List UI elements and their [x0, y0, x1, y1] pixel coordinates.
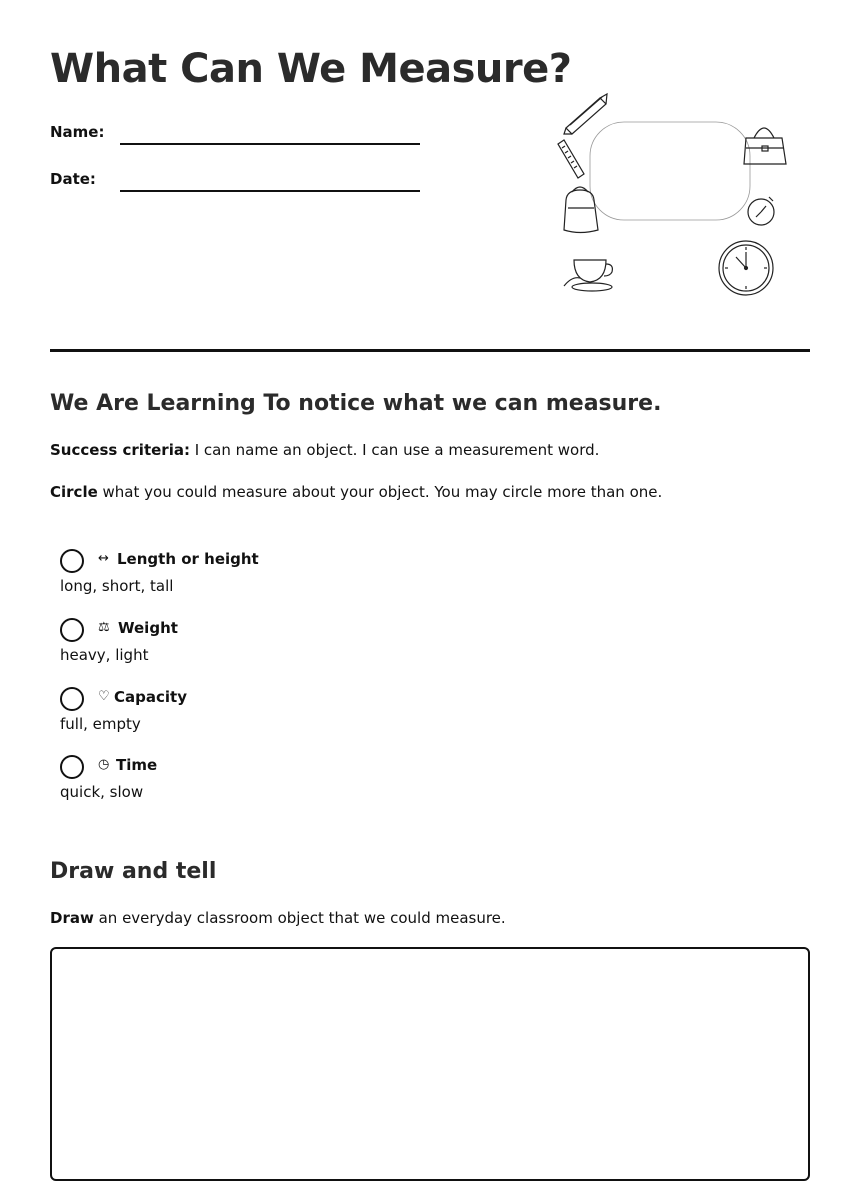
option-circle[interactable] [60, 687, 84, 711]
name-label: Name: [50, 123, 105, 141]
option-time[interactable] [60, 755, 460, 815]
draw-instruction [50, 909, 506, 927]
ruler-icon [558, 140, 584, 178]
success-criteria [50, 441, 599, 459]
scales-icon: ⚖ [98, 620, 110, 635]
option-words: long, short, tall [60, 577, 174, 595]
date-label: Date: [50, 170, 96, 188]
option-label: Capacity [114, 688, 187, 706]
option-label: Time [116, 756, 158, 774]
option-capacity[interactable] [60, 687, 460, 747]
date-field[interactable] [120, 190, 420, 192]
arrow-icon: ↔ [98, 551, 109, 566]
stopwatch-icon [748, 197, 774, 225]
clock-icon [719, 241, 773, 295]
clock-small-icon: ◷ [98, 757, 110, 772]
option-words: quick, slow [60, 783, 144, 801]
circle-instruction [50, 483, 662, 501]
draw-instruction-label: Draw [50, 909, 94, 927]
draw-heading: Draw and tell [50, 859, 217, 884]
option-circle[interactable] [60, 755, 84, 779]
pencil-icon [564, 94, 607, 134]
name-field[interactable] [120, 143, 420, 145]
success-criteria-text: I can name an object. I can use a measurement word. [189, 441, 600, 459]
option-words: full, empty [60, 715, 141, 733]
bag-icon [564, 187, 598, 233]
option-label: Weight [118, 619, 178, 637]
circle-instruction-label: Circle [50, 483, 98, 501]
success-criteria-label: Success criteria: [50, 441, 190, 459]
drawing-area[interactable] [50, 947, 810, 1181]
option-circle[interactable] [60, 549, 84, 573]
option-label: Length or height [117, 550, 259, 568]
option-circle[interactable] [60, 618, 84, 642]
divider [50, 349, 810, 352]
teacup-icon [564, 260, 612, 291]
measurement-illustration [550, 90, 800, 305]
option-weight[interactable] [60, 618, 460, 678]
heart-icon: ♡ [98, 689, 110, 704]
draw-instruction-text: an everyday classroom object that we could measure. [93, 909, 506, 927]
page-title: What Can We Measure? [50, 46, 572, 92]
learning-objective-heading: We Are Learning To notice what we can measure. [50, 391, 662, 416]
option-length[interactable] [60, 549, 460, 609]
circle-instruction-text: what you could measure about your object. You may circle more than one. [97, 483, 663, 501]
option-words: heavy, light [60, 646, 149, 664]
